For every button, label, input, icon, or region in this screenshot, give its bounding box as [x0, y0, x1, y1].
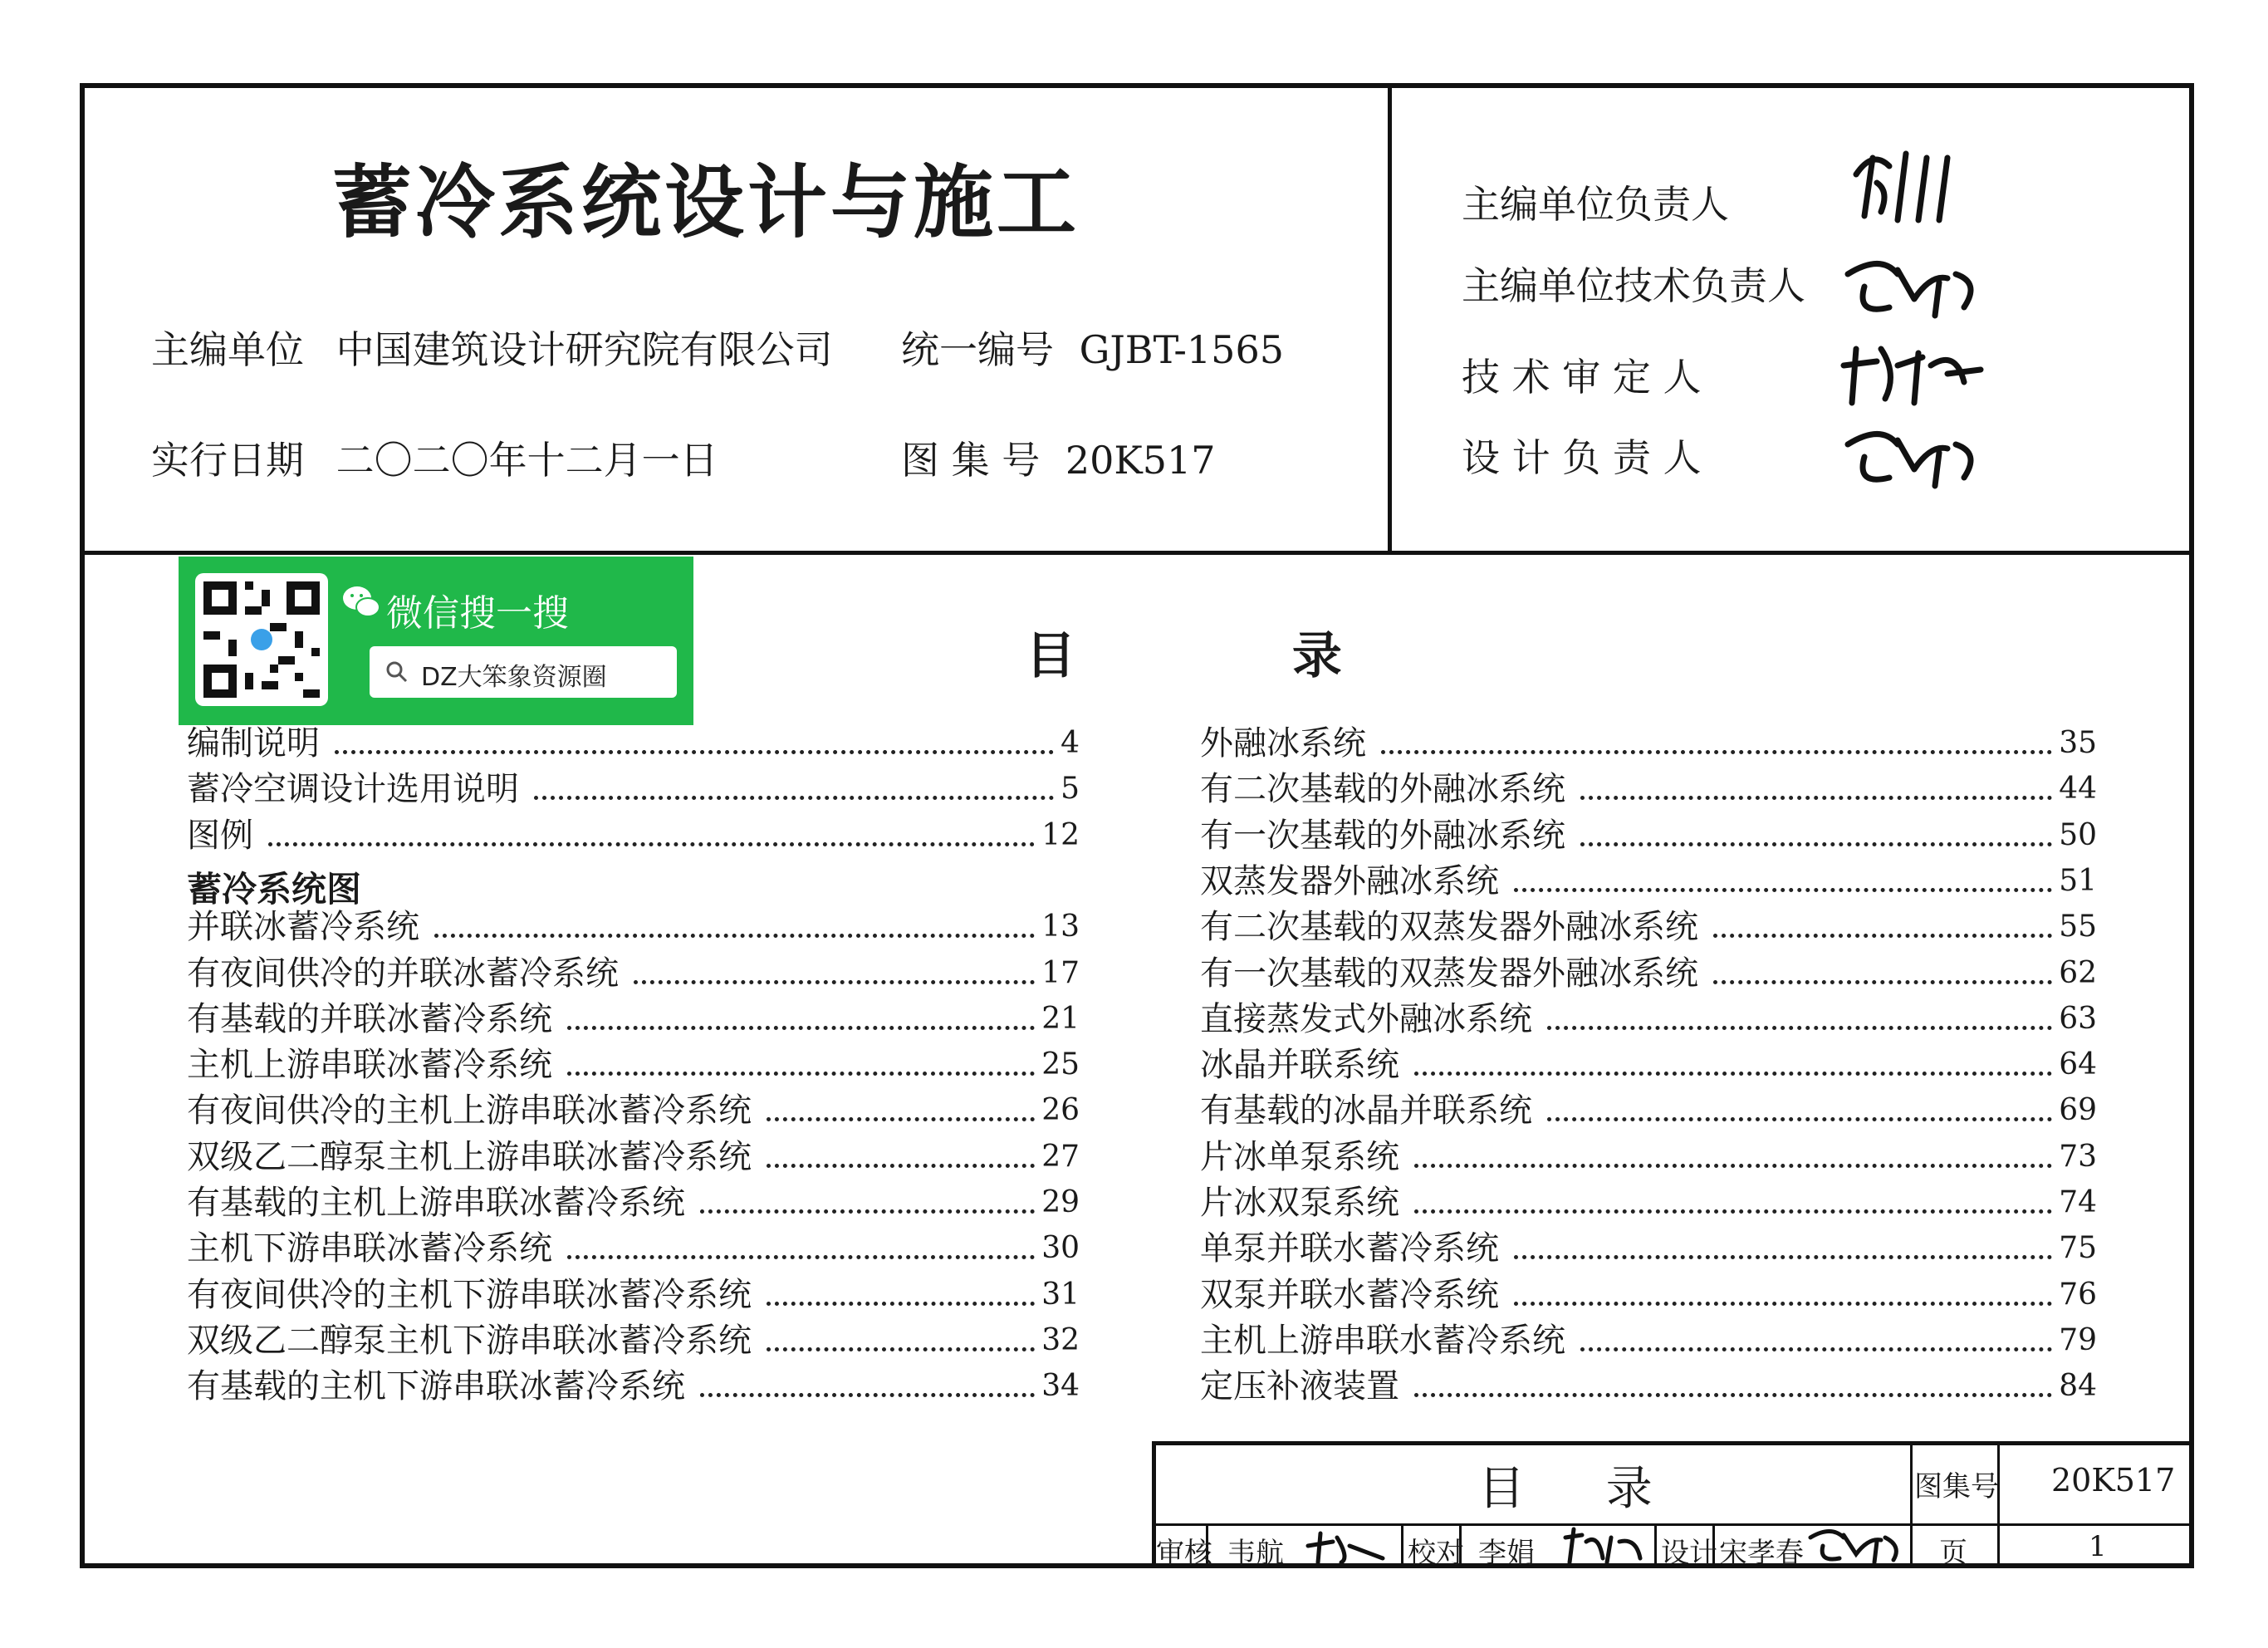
toc-leader-dots	[567, 1072, 1035, 1076]
toc-entry[interactable]	[187, 1044, 1080, 1086]
toc-entry[interactable]	[1200, 906, 2097, 948]
editor-unit-label: 主编单位	[151, 327, 304, 372]
toc-heading: 目 录	[1026, 627, 1442, 685]
atlas-number-label-cell: 图集号	[1914, 1470, 1999, 1503]
toc-entry-title: 主机下游串联冰蓄冷系统	[187, 1229, 552, 1268]
toc-leader-dots	[1713, 980, 2052, 984]
qr-code	[195, 573, 328, 706]
signatory-role-1: 主编单位负责人	[1462, 182, 1729, 227]
signature-1	[1839, 141, 1972, 233]
toc-entry-page: 51	[2059, 863, 2097, 898]
toc-entry[interactable]	[187, 1366, 1080, 1407]
toc-entry-page: 50	[2059, 817, 2097, 852]
title-block-vline-4	[1401, 1523, 1403, 1568]
toc-leader-dots	[567, 1026, 1035, 1030]
toc-entry-title: 编制说明	[187, 724, 320, 763]
toc-entry-title: 有夜间供冷的主机下游串联冰蓄冷系统	[187, 1275, 752, 1314]
signatory-role-4: 设 计 负 责 人	[1462, 435, 1702, 480]
toc-leader-dots	[434, 934, 1035, 938]
toc-entry-page: 21	[1041, 1001, 1080, 1036]
toc-entry-title: 主机上游串联冰蓄冷系统	[187, 1046, 552, 1085]
toc-leader-dots	[634, 980, 1035, 984]
check-name: 李娟	[1478, 1537, 1535, 1570]
toc-entry[interactable]	[1200, 1228, 2097, 1269]
toc-entry-page: 12	[1041, 817, 1080, 852]
toc-entry-title: 双泵并联水蓄冷系统	[1200, 1275, 1499, 1314]
title-block-vline-1	[1910, 1441, 1913, 1568]
toc-leader-dots	[268, 842, 1035, 846]
toc-entry-title: 蓄冷空调设计选用说明	[187, 770, 519, 809]
toc-entry-title: 单泵并联水蓄冷系统	[1200, 1229, 1499, 1268]
toc-leader-dots	[767, 1117, 1035, 1121]
toc-entry[interactable]	[1200, 1136, 2097, 1178]
toc-entry-title: 图例	[187, 816, 253, 855]
toc-leader-dots	[534, 796, 1054, 800]
toc-entry-page: 74	[2059, 1185, 2097, 1219]
toc-entry[interactable]	[1200, 861, 2097, 902]
atlas-number-label: 图 集 号	[901, 438, 1041, 483]
toc-entry-title: 有夜间供冷的主机上游串联冰蓄冷系统	[187, 1091, 752, 1131]
toc-leader-dots	[1547, 1026, 2052, 1030]
qr-code-icon	[195, 573, 328, 706]
toc-leader-dots	[1414, 1209, 2052, 1214]
toc-leader-dots	[767, 1347, 1035, 1351]
toc-entry[interactable]	[1200, 1366, 2097, 1407]
toc-entry-page: 62	[2059, 955, 2097, 990]
toc-entry-title: 有一次基载的双蒸发器外融冰系统	[1200, 954, 1698, 993]
toc-leader-dots	[1414, 1072, 2052, 1076]
atlas-title: 蓄冷系统设计与施工	[332, 155, 1080, 249]
toc-leader-dots	[335, 750, 1054, 754]
toc-leader-dots	[1580, 842, 2052, 846]
toc-leader-dots	[1514, 888, 2052, 892]
effective-date-value: 二〇二〇年十二月一日	[336, 438, 718, 483]
wechat-search-box[interactable]	[370, 646, 677, 698]
toc-leader-dots	[1414, 1164, 2052, 1168]
toc-entry-title: 有一次基载的外融冰系统	[1200, 816, 1565, 855]
toc-leader-dots	[567, 1255, 1035, 1259]
toc-entry-page: 35	[2059, 726, 2097, 760]
toc-entry-page: 44	[2059, 772, 2097, 807]
toc-entry-title: 片冰单泵系统	[1200, 1137, 1399, 1176]
toc-entry[interactable]	[1200, 1274, 2097, 1316]
toc-entry-page: 25	[1041, 1047, 1080, 1082]
signature-3	[1839, 332, 1989, 407]
design-label: 设计	[1661, 1537, 1717, 1570]
wechat-search-text: DZ大笨象资源圈	[421, 663, 607, 692]
toc-entry[interactable]	[187, 1182, 1080, 1224]
toc-entry-title: 有二次基载的双蒸发器外融冰系统	[1200, 908, 1698, 947]
wechat-search-title: 微信搜一搜	[386, 592, 569, 635]
signatory-role-2: 主编单位技术负责人	[1462, 263, 1805, 308]
title-block-vline-6	[1654, 1523, 1657, 1568]
unified-number-value: GJBT-1565	[1079, 327, 1284, 372]
toc-entry[interactable]	[1200, 1182, 2097, 1224]
header-vertical-divider	[1388, 83, 1392, 552]
review-label: 审核	[1156, 1537, 1212, 1570]
toc-entry-title: 并联冰蓄冷系统	[187, 908, 419, 947]
design-signature	[1806, 1525, 1906, 1567]
toc-entry[interactable]	[1200, 815, 2097, 856]
toc-entry-page: 79	[2059, 1322, 2097, 1357]
toc-entry[interactable]	[187, 723, 1080, 764]
toc-entry[interactable]	[187, 1228, 1080, 1269]
toc-entry-page: 31	[1041, 1277, 1080, 1312]
title-block-vline-2	[1997, 1441, 2000, 1568]
toc-entry[interactable]	[187, 906, 1080, 948]
header-divider	[80, 551, 2194, 555]
toc-entry[interactable]	[1200, 723, 2097, 764]
sheet-title: 目 录	[1478, 1462, 1686, 1516]
toc-entry-page: 4	[1061, 726, 1080, 760]
toc-entry-page: 76	[2059, 1277, 2097, 1312]
toc-entry-title: 有基载的并联冰蓄冷系统	[187, 999, 552, 1038]
toc-entry-page: 30	[1041, 1231, 1080, 1266]
toc-entry-title: 直接蒸发式外融冰系统	[1200, 999, 1532, 1038]
toc-entry-title: 有夜间供冷的并联冰蓄冷系统	[187, 954, 619, 993]
unified-number-label: 统一编号	[901, 327, 1054, 372]
editor-unit-row	[151, 320, 833, 375]
toc-entry[interactable]	[1200, 1320, 2097, 1361]
toc-entry-title: 双级乙二醇泵主机下游串联冰蓄冷系统	[187, 1321, 752, 1360]
toc-entry-page: 27	[1041, 1139, 1080, 1174]
toc-entry[interactable]	[1200, 1090, 2097, 1131]
page-number: 1	[2089, 1530, 2107, 1563]
toc-entry[interactable]	[1200, 953, 2097, 994]
editor-unit-value: 中国建筑设计研究院有限公司	[336, 327, 833, 372]
toc-entry-page: 26	[1041, 1093, 1080, 1128]
review-signature	[1300, 1525, 1395, 1567]
wechat-search-banner[interactable]	[179, 557, 693, 725]
toc-entry-page: 73	[2059, 1139, 2097, 1174]
toc-entry-title: 有基载的冰晶并联系统	[1200, 1091, 1532, 1131]
toc-entry[interactable]	[187, 768, 1080, 810]
toc-entry-page: 55	[2059, 910, 2097, 944]
toc-entry[interactable]	[187, 1136, 1080, 1178]
toc-entry[interactable]	[187, 998, 1080, 1040]
toc-entry-page: 5	[1061, 772, 1080, 807]
page-label: 页	[1939, 1537, 1967, 1570]
toc-entry-title: 有基载的主机上游串联冰蓄冷系统	[187, 1184, 685, 1222]
toc-entry[interactable]	[1200, 998, 2097, 1040]
effective-date-row	[151, 430, 718, 485]
toc-entry-title: 双级乙二醇泵主机上游串联冰蓄冷系统	[187, 1137, 752, 1176]
left-section-heading: 蓄冷系统图	[187, 868, 362, 910]
toc-leader-dots	[767, 1302, 1035, 1306]
toc-leader-dots	[767, 1164, 1035, 1168]
toc-entry-title: 双蒸发器外融冰系统	[1200, 861, 1499, 900]
toc-entry[interactable]	[187, 1320, 1080, 1361]
toc-entry-page: 29	[1041, 1185, 1080, 1219]
toc-entry[interactable]	[187, 815, 1080, 856]
toc-entry[interactable]	[187, 953, 1080, 994]
atlas-number-row	[901, 430, 1216, 485]
check-signature	[1557, 1525, 1648, 1567]
toc-entry-page: 13	[1041, 910, 1080, 944]
toc-entry-title: 主机上游串联水蓄冷系统	[1200, 1321, 1565, 1360]
toc-entry-title: 片冰双泵系统	[1200, 1184, 1399, 1222]
unified-number-row	[901, 320, 1284, 375]
toc-leader-dots	[700, 1209, 1035, 1214]
toc-leader-dots	[1580, 796, 2052, 800]
toc-entry[interactable]	[187, 1090, 1080, 1131]
atlas-number-value: 20K517	[1065, 438, 1216, 483]
toc-leader-dots	[1514, 1302, 2052, 1306]
toc-leader-dots	[1580, 1347, 2052, 1351]
toc-entry-page: 69	[2059, 1093, 2097, 1128]
toc-leader-dots	[700, 1393, 1035, 1397]
toc-leader-dots	[1514, 1255, 2052, 1259]
toc-entry-page: 63	[2059, 1001, 2097, 1036]
toc-entry-title: 冰晶并联系统	[1200, 1046, 1399, 1085]
toc-entry-page: 34	[1041, 1369, 1080, 1404]
design-name: 宋孝春	[1719, 1537, 1804, 1570]
toc-leader-dots	[1713, 934, 2052, 938]
toc-entry-page: 17	[1041, 955, 1080, 990]
wechat-logo-icon	[340, 581, 382, 623]
toc-leader-dots	[1381, 750, 2052, 754]
toc-entry-title: 外融冰系统	[1200, 724, 1366, 763]
signature-4	[1839, 419, 1989, 494]
toc-entry-title: 有基载的主机下游串联冰蓄冷系统	[187, 1367, 685, 1406]
atlas-number-cell: 20K517	[2051, 1462, 2176, 1498]
signatory-role-3: 技 术 审 定 人	[1462, 355, 1702, 400]
toc-entry[interactable]	[1200, 1044, 2097, 1086]
check-label: 校对	[1408, 1537, 1464, 1570]
effective-date-label: 实行日期	[151, 438, 304, 483]
toc-entry-title: 有二次基载的外融冰系统	[1200, 770, 1565, 809]
toc-entry-title: 定压补液装置	[1200, 1367, 1399, 1406]
toc-entry-page: 64	[2059, 1047, 2097, 1082]
toc-entry-page: 75	[2059, 1231, 2097, 1266]
search-icon	[385, 660, 409, 684]
toc-entry-page: 32	[1041, 1322, 1080, 1357]
review-name: 韦航	[1227, 1537, 1284, 1570]
toc-entry-page: 84	[2059, 1369, 2097, 1404]
signature-2	[1839, 249, 1989, 324]
toc-leader-dots	[1547, 1117, 2052, 1121]
toc-leader-dots	[1414, 1393, 2052, 1397]
toc-entry[interactable]	[1200, 768, 2097, 810]
toc-entry[interactable]	[187, 1274, 1080, 1316]
